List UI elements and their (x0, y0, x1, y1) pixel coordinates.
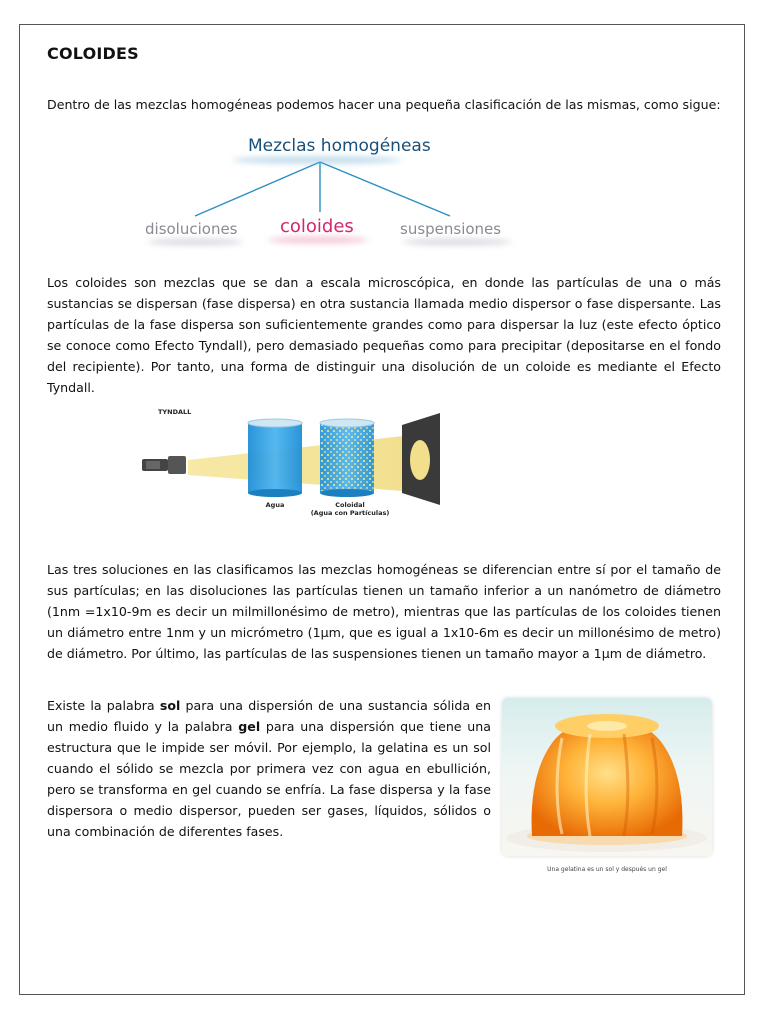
label-colloid: Coloidal (335, 501, 365, 509)
tyndall-figure (140, 405, 444, 525)
label-water: Agua (265, 501, 285, 509)
intro-paragraph: Dentro de las mezclas homogéneas podemos hacer una pequeña clasificación de las mismas, como sigue: (47, 97, 721, 112)
leaf-shadow (148, 238, 243, 246)
term-sol: sol (159, 698, 181, 713)
text-run: para una dispersión de una sustancia sólida en un medio fluido y la palabra (47, 698, 492, 734)
term-gel: gel (238, 719, 261, 734)
label-colloid-sub: (Agua con Partículas) (310, 509, 390, 517)
root-shadow (232, 156, 402, 164)
page-title: COLOIDES (47, 44, 139, 63)
colloid-beaker (320, 419, 374, 497)
sol-gel-paragraph (47, 695, 491, 842)
light-beam (188, 433, 430, 493)
flashlight-icon (142, 456, 186, 474)
colloid-paragraph: Los coloides son mezclas que se dan a escala microscópica, en donde las partículas de una o más sustancias se dispersan (fase dispersa) en otra sustancia llamada medio dispersor o fase dispersante. Las partículas de la fase dispersa son suficientemente grandes como para dispersar la luz (este efecto óptico se conoce como Efecto Tyndall), pero demasiado pequeñas como para precipitar (depositarse en el fondo del recipiente). Por tanto, una forma de distinguir una disolución de un coloide es mediante el Efecto Tyndall. (47, 275, 721, 395)
classification-diagram (140, 128, 520, 253)
particle-size-paragraph: Las tres soluciones en las clasificamos las mezclas homogéneas se diferencian entre sí por el tamaño de sus partículas; en las disoluciones las partículas tienen un tamaño inferior a un nanómetro de diámetro (1nm =1x10-9m es decir un milmillonésimo de metro), mientras que las partículas de los coloides tienen un diámetro entre 1nm y un micrómetro (1µm, que es igual a 1x10-6m es decir un millonésimo de metro) de diámetro. Por último, las partículas de las suspensiones tienen un tamaño mayor a 1µm de diámetro. (47, 562, 721, 661)
diagram-leaf-coloides: coloides (280, 216, 354, 237)
leaf-shadow (268, 236, 368, 244)
gelatin-drawing (502, 698, 712, 856)
diagram-leaf-disoluciones: disoluciones (145, 220, 238, 238)
gelatin-photo (502, 698, 712, 856)
text-run: Existe la palabra (47, 698, 160, 713)
text-run: para una dispersión que tiene una estructura que le impide ser móvil. Por ejemplo, la gelatina es un sol cuando el sólido se mezcla por primera vez con agua en ebullición, pero se transforma en gel cuando se enfría. La fase dispersa y la fase dispersora o medio dispersor, pueden ser gases, líquidos, sólidos o una combinación de diferentes fases. (47, 719, 491, 839)
tyndall-drawing (140, 405, 444, 510)
diagram-root-label: Mezclas homogéneas (248, 136, 431, 156)
tyndall-heading: TYNDALL (158, 408, 192, 416)
diagram-leaf-suspensiones: suspensiones (400, 220, 502, 238)
light-spot (410, 440, 430, 480)
water-beaker (248, 419, 302, 497)
gelatin-caption: Una gelatina es un sol y después un gel (547, 866, 667, 873)
leaf-shadow (402, 238, 512, 246)
